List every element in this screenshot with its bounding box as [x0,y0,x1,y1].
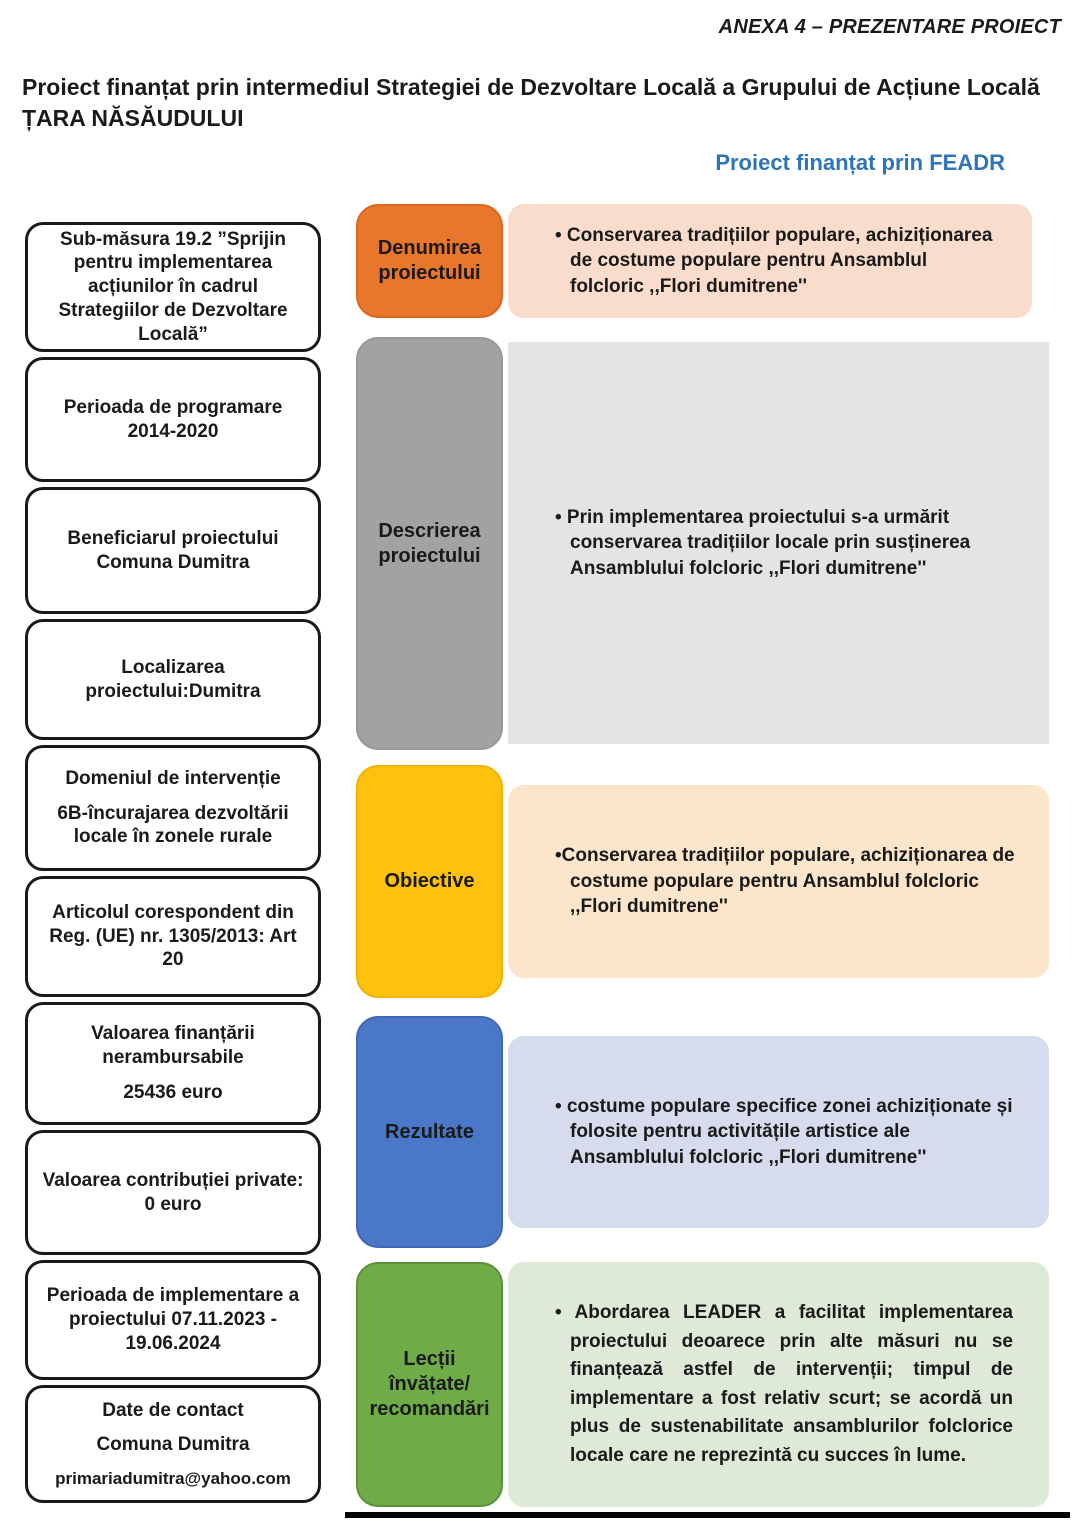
info-box-text: Date de contact [102,1399,244,1421]
row-content-lectii [508,1262,1049,1507]
info-box-articol [25,876,321,997]
info-box-perioada-programare [25,357,321,482]
row-label-obiective: Obiective [356,765,503,998]
info-box-text: 6B-încurajarea dezvoltării locale în zonele rurale [57,802,289,848]
row-text: • costume populare specifice zonei achiziționate și folosite pentru activitățile artistice ale Ansamblului folcloric ,,Flori dumitrene'' [555,1095,1013,1168]
info-box-valoare-finantare [25,1002,321,1125]
info-box-text: Comuna Dumitra [96,1434,250,1456]
info-box-text: Perioada de programare 2014-2020 [63,396,283,442]
row-rezultate [356,1016,1049,1248]
info-box-localizare [25,619,321,740]
annex-label: ANEXA 4 – PREZENTARE PROIECT [718,16,1061,38]
row-text: •Conservarea tradițiilor populare, achiziționarea de costume populare pentru Ansamblul folcloric ,,Flori dumitrene'' [555,845,1015,918]
row-label-lectii: Lecții învățate/ recomandări [356,1262,503,1507]
info-box-text: Domeniul de intervenție [65,767,281,789]
row-label-descrierea: Descrierea proiectului [356,337,503,750]
row-descrierea-proiectului [356,337,1049,750]
bottom-rule [345,1512,1070,1518]
row-content-descrierea [508,342,1049,744]
row-denumirea-proiectului [356,204,1049,318]
funding-label: Proiect finanțat prin FEADR [715,150,1005,175]
info-box-perioada-implementare [25,1260,321,1380]
info-box-text: Perioada de implementare a proiectului 07.11.2023 - 19.06.2024 [46,1285,300,1354]
info-box-text: Beneficiarul proiectului Comuna Dumitra [67,527,279,573]
left-column [25,222,321,1503]
info-box-beneficiar [25,487,321,614]
info-box-text: Localizarea proiectului:Dumitra [85,656,261,702]
row-text: • Abordarea LEADER a facilitat implementarea proiectului deoarece prin alte măsuri nu se finanțează astfel de intervenții; timpul de implementare a fost relativ scurt; se acordă un plus de sustenabilitate ansamblurilor folclorice locale care ne reprezintă cu succes în lume. [555,1302,1013,1466]
contact-email: primariadumitra@yahoo.com [55,1469,291,1489]
info-box-valoare-contributie [25,1130,321,1255]
row-content-obiective [508,785,1049,978]
info-box-contact [25,1385,321,1503]
row-label-denumirea: Denumirea proiectului [356,204,503,318]
row-text: • Prin implementarea proiectului s-a urmărit conservarea tradițiilor locale prin susținerea Ansamblului folcloric ,,Flori dumitrene'' [555,506,971,579]
row-content-rezultate [508,1036,1049,1228]
info-box-text: Valoarea finanțării nerambursabile [91,1023,255,1069]
row-label-rezultate: Rezultate [356,1016,503,1248]
row-obiective [356,765,1049,998]
info-box-text: Sub-măsura 19.2 ”Sprijin pentru implementarea acțiunilor în cadrul Strategiilor de Dezvoltare Locală” [58,228,288,345]
info-box-text: 25436 euro [123,1081,223,1103]
row-lectii-invatate [356,1262,1049,1507]
info-box-domeniu-interventie [25,745,321,871]
row-text: • Conservarea tradițiilor populare, achiziționarea de costume populare pentru Ansamblul folcloric ,,Flori dumitrene'' [555,224,993,297]
info-box-text: Articolul corespondent din Reg. (UE) nr. 1305/2013: Art 20 [49,901,297,971]
right-column [356,204,1049,1507]
page-title: Proiect finanțat prin intermediul Strategiei de Dezvoltare Locală a Grupului de Acțiune Locală ȚARA NĂSĂUDULUI [22,74,1040,132]
row-content-denumirea [508,204,1032,318]
info-box-text: Valoarea contribuției private: 0 euro [42,1169,304,1215]
info-box-sub-masura [25,222,321,352]
